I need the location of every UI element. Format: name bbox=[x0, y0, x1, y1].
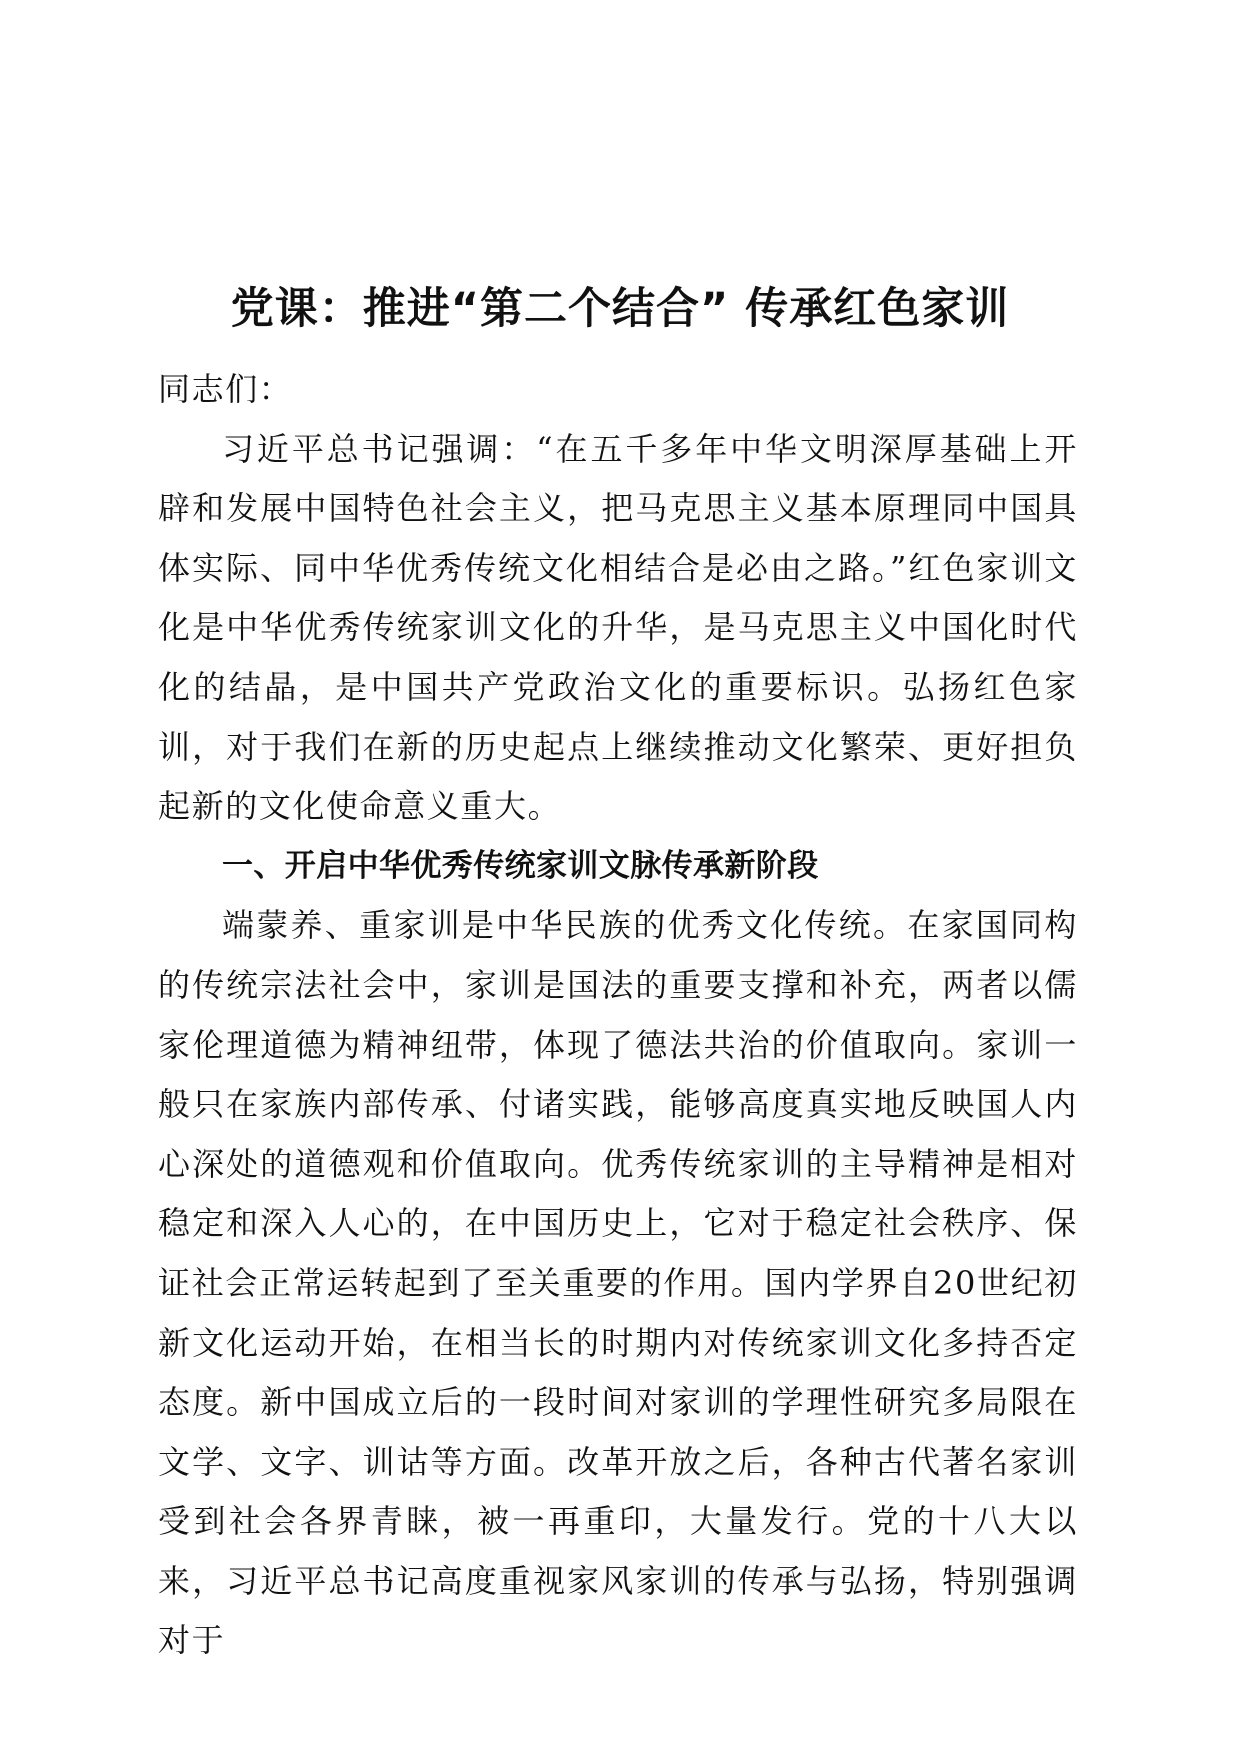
document-title: 党课：推进“第二个结合” 传承红色家训 bbox=[230, 283, 1010, 334]
paragraph-section-1: 端蒙养、重家训是中华民族的优秀文化传统。在家国同构的传统宗法社会中，家训是国法的重要支撑和补充，两者以儒家伦理道德为精神纽带，体现了德法共治的价值取向。家训一般只在家族内部传承、付诸实践，能够高度真实地反映国人内心深处的道德观和价值取向。优秀传统家训的主导精神是相对稳定和深入人心的，在中国历史上，它对于稳定社会秩序、保证社会正常运转起到了至关重要的作用。国内学界自20世纪初新文化运动开始，在相当长的时期内对传统家训文化多持否定态度。新中国成立后的一段时间对家训的学理性研究多局限在文学、文字、训诂等方面。改革开放之后，各种古代著名家训受到社会各界青睐，被一再重印，大量发行。党的十八大以来，习近平总书记高度重视家风家训的传承与弘扬，特别强调对于 bbox=[158, 906, 1078, 1660]
document-body bbox=[158, 360, 1078, 1671]
salutation: 同志们： bbox=[158, 370, 293, 408]
paragraph-intro: 习近平总书记强调：“在五千多年中华文明深厚基础上开辟和发展中国特色社会主义，把马克思主义基本原理同中国具体实际、同中华优秀传统文化相结合是必由之路。”红色家训文化是中华优秀传统家训文化的升华，是马克思主义中国化时代化的结晶，是中国共产党政治文化的重要标识。弘扬红色家训，对于我们在新的历史起点上继续推动文化繁荣、更好担负起新的文化使命意义重大。 bbox=[158, 429, 1078, 826]
section-heading-1: 一、开启中华优秀传统家训文脉传承新阶段 bbox=[222, 847, 819, 884]
